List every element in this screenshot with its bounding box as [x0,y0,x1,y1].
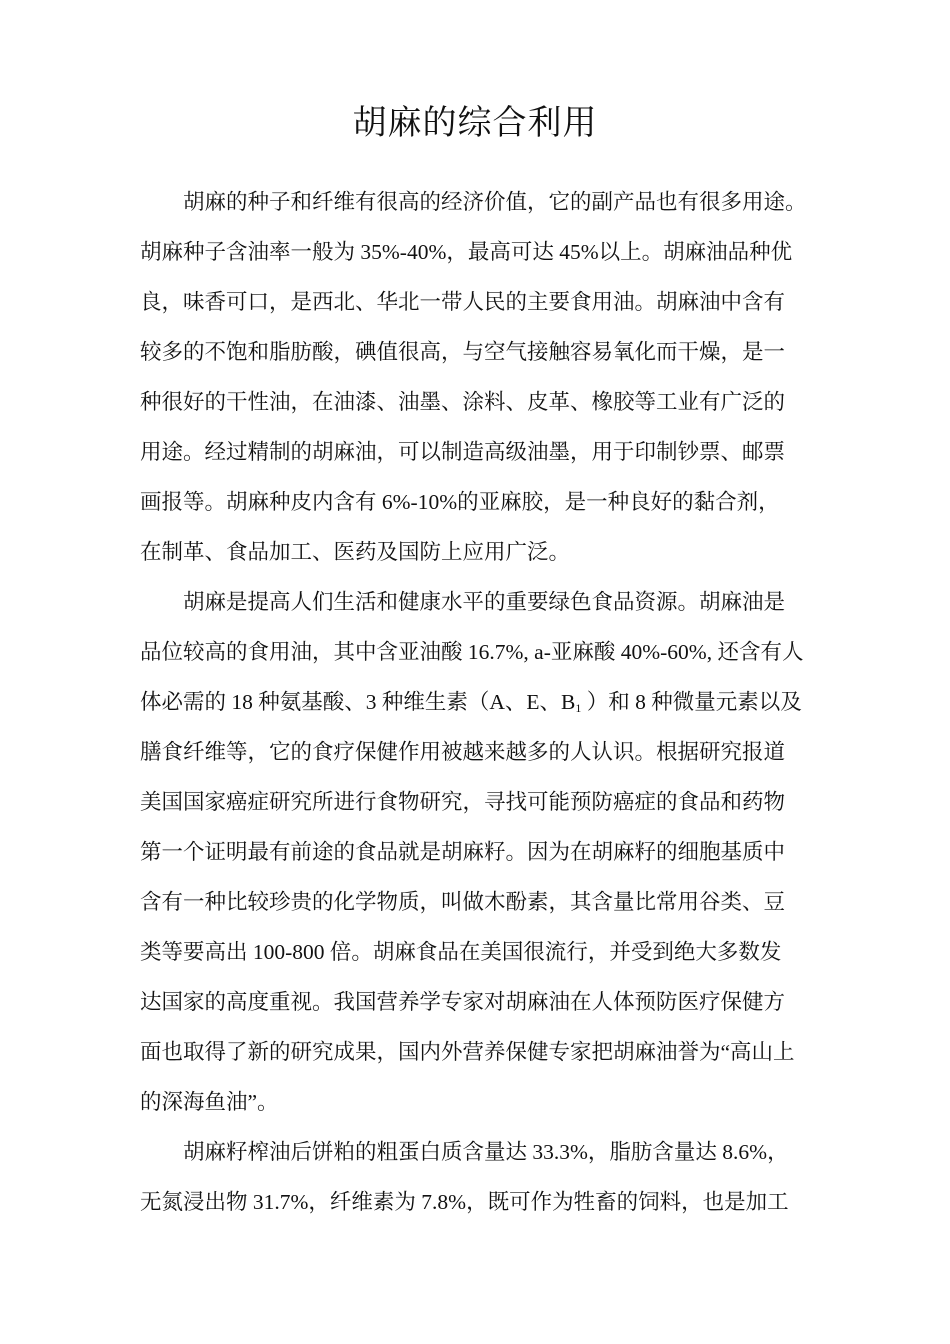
text-line: 的深海鱼油”。 [140,1090,279,1114]
text-line: 类等要高出 100-800 倍。胡麻食品在美国很流行，并受到绝大多数发 [140,940,782,964]
text-line: 美国国家癌症研究所进行食物研究，寻找可能预防癌症的食品和药物 [140,790,786,814]
text-line: 达国家的高度重视。我国营养学专家对胡麻油在人体预防医疗保健方 [140,990,786,1014]
text-line: 含有一种比较珍贵的化学物质，叫做木酚素，其含量比常用谷类、豆 [140,890,786,914]
text-line: 种很好的干性油，在油漆、油墨、涂料、皮革、橡胶等工业有广泛的 [140,390,786,414]
text-line: 胡麻种子含油率一般为 35%-40%，最高可达 45%以上。胡麻油品种优 [140,240,793,264]
text-line: 胡麻是提高人们生活和健康水平的重要绿色食品资源。胡麻油是 [183,590,786,614]
text-line-with-subscript [140,677,840,727]
text-line: 膳食纤维等，它的食疗保健作用被越来越多的人认识。根据研究报道 [140,740,786,764]
text-line: 面也取得了新的研究成果，国内外营养保健专家把胡麻油誉为“高山上 [140,1040,795,1064]
paragraph-3 [140,1127,840,1227]
paragraph-1 [140,177,840,577]
paragraph-2 [140,577,840,1127]
text-line: 用途。经过精制的胡麻油，可以制造高级油墨，用于印制钞票、邮票 [140,440,786,464]
text-line: 品位较高的食用油，其中含亚油酸 16.7%, a-亚麻酸 40%-60%, 还含有人 [140,640,804,664]
text-line: 胡麻籽榨油后饼粕的粗蛋白质含量达 33.3%，脂肪含量达 8.6%， [183,1140,789,1164]
subscript: 1 [575,701,582,715]
text-line: 第一个证明最有前途的食品就是胡麻籽。因为在胡麻籽的细胞基质中 [140,840,786,864]
text-line: 胡麻的种子和纤维有很高的经济价值，它的副产品也有很多用途。 [183,190,807,214]
text-line: 较多的不饱和脂肪酸，碘值很高，与空气接触容易氧化而干燥，是一 [140,340,786,364]
text-line: 在制革、食品加工、医药及国防上应用广泛。 [140,540,571,564]
text-line: 良，味香可口，是西北、华北一带人民的主要食用油。胡麻油中含有 [140,290,786,314]
text-segment: 体必需的 18 种氨基酸、3 种维生素（A、E、B [140,690,576,714]
text-segment: ）和 8 种微量元素以及 [581,690,802,714]
document-title: 胡麻的综合利用 [352,105,598,142]
text-line: 画报等。胡麻种皮内含有 6%-10%的亚麻胶，是一种良好的黏合剂， [140,490,780,514]
text-line: 无氮浸出物 31.7%，纤维素为 7.8%，既可作为牲畜的饲料，也是加工 [140,1190,789,1214]
